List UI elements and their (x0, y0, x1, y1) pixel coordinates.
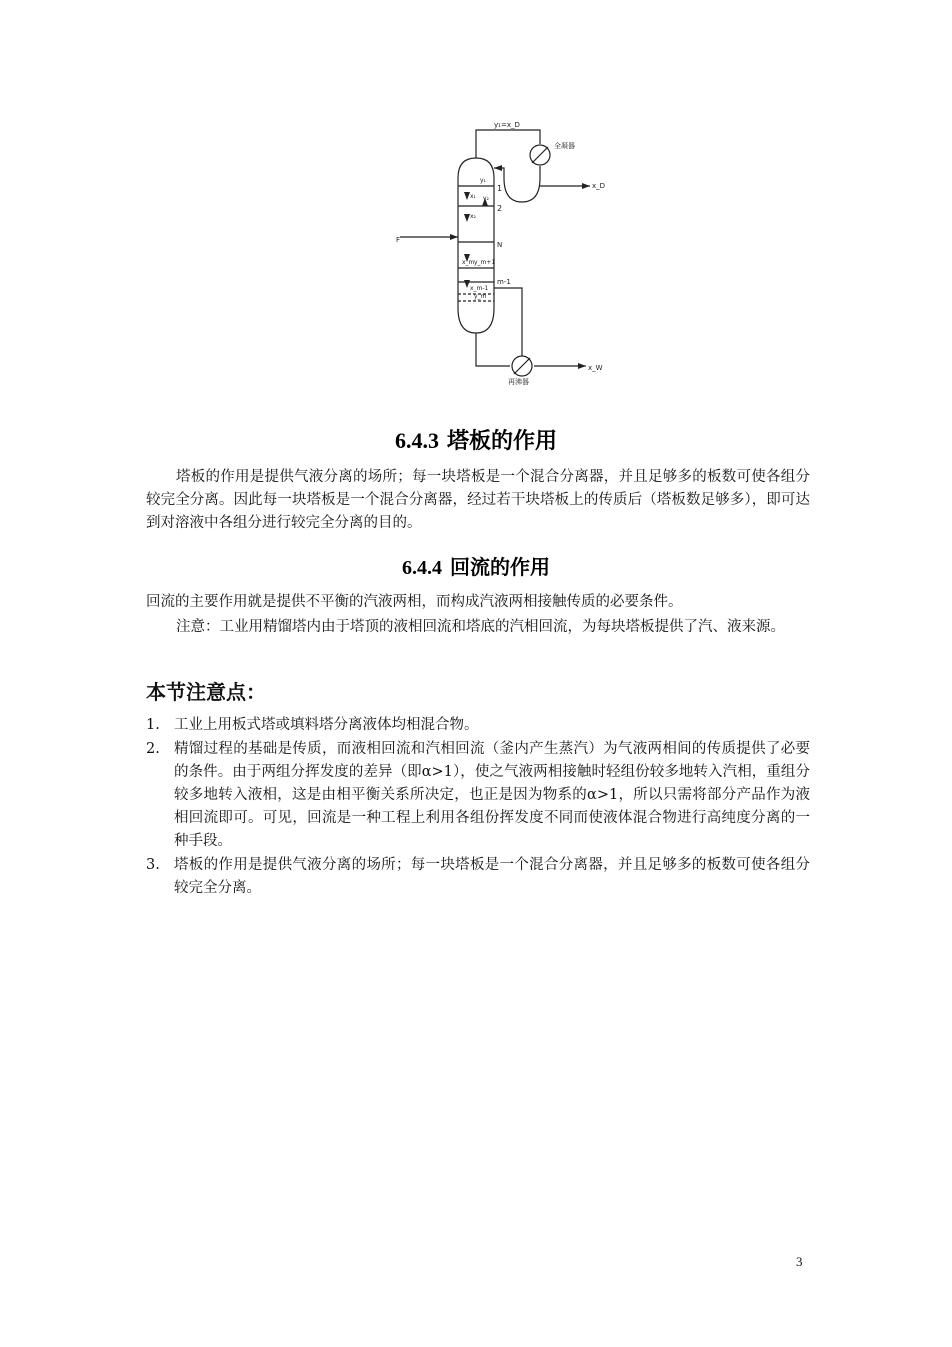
list-item (146, 738, 810, 853)
stage-label: 2 (497, 204, 503, 213)
feed-label: F (396, 236, 401, 244)
notes-heading: 本节注意点： (146, 680, 266, 704)
inner-label: x₂ (470, 213, 476, 220)
section-title: 塔板的作用 (446, 429, 557, 454)
list-item (146, 854, 810, 900)
list-item (146, 714, 810, 737)
inner-label: x_m (462, 259, 475, 266)
section-number: 6.4.4 (402, 557, 442, 579)
section-number: 6.4.3 (394, 428, 439, 453)
inner-label: x₁ (470, 193, 476, 200)
inner-label: y_m (474, 293, 487, 300)
paragraph-note: 注意：工业用精馏塔内由于塔顶的液相回流和塔底的汽相回流，为每块塔板提供了汽、液来源。 (176, 619, 785, 635)
inner-label: x_m-1 (470, 285, 489, 292)
stage-label: m-1 (497, 278, 511, 286)
list-text: 工业上用板式塔或填料塔分离液体均相混合物。 (174, 717, 479, 733)
distillation-column-diagram (390, 118, 610, 403)
top-label: y₁=x_D (494, 121, 520, 129)
paragraph-tray-function: 塔板的作用是提供气液分离的场所；每一块塔板是一个混合分离器，并且足够多的板数可使各组分较完全分离。因此每一块塔板是一个混合分离器，经过若干块塔板上的传质后（塔板数足够多），即可达到对溶液中各组分进行较完全分离的目的。 (146, 469, 810, 531)
section-heading-6-4-4 (0, 551, 952, 580)
page-number: 3 (796, 1254, 803, 1269)
list-index: 3. (146, 857, 160, 873)
list-text: 精馏过程的基础是传质，而液相回流和汽相回流（釜内产生蒸汽）为气液两相间的传质提供了必要的条件。由于两组分挥发度的差异（即α>1），使之气液两相接触时轻组份较多地转入汽相，重组分较多地转入液相，这是由相平衡关系所决定，也正是因为物系的α>1，所以只需将部分产品作为液相回流即可。可见，回流是一种工程上利用各组份挥发度不同而使液体混合物进行高纯度分离的一种手段。 (174, 741, 810, 849)
notes-list (146, 714, 810, 901)
paragraph-reflux-function: 回流的主要作用就是提供不平衡的汽液两相，而构成汽液两相接触传质的必要条件。 (146, 594, 683, 610)
list-index: 2. (146, 741, 160, 757)
section-heading-6-4-3 (0, 424, 952, 455)
stage-label: 1 (497, 184, 503, 193)
section-title: 回流的作用 (450, 555, 550, 579)
list-text: 塔板的作用是提供气液分离的场所；每一块塔板是一个混合分离器，并且足够多的板数可使各组分较完全分离。 (174, 857, 810, 896)
inner-label: y_m+1 (474, 259, 496, 266)
bottoms-label: x_W (588, 364, 603, 372)
inner-label: y₁ (480, 177, 486, 184)
condenser-label: 全凝器 (554, 142, 575, 150)
inner-label: y₂ (483, 195, 489, 202)
stage-label: N (497, 241, 503, 249)
distillate-label: x_D (592, 182, 606, 190)
reboiler-label: 再沸器 (508, 378, 529, 386)
list-index: 1. (146, 717, 160, 733)
distillation-column-figure (390, 118, 610, 403)
